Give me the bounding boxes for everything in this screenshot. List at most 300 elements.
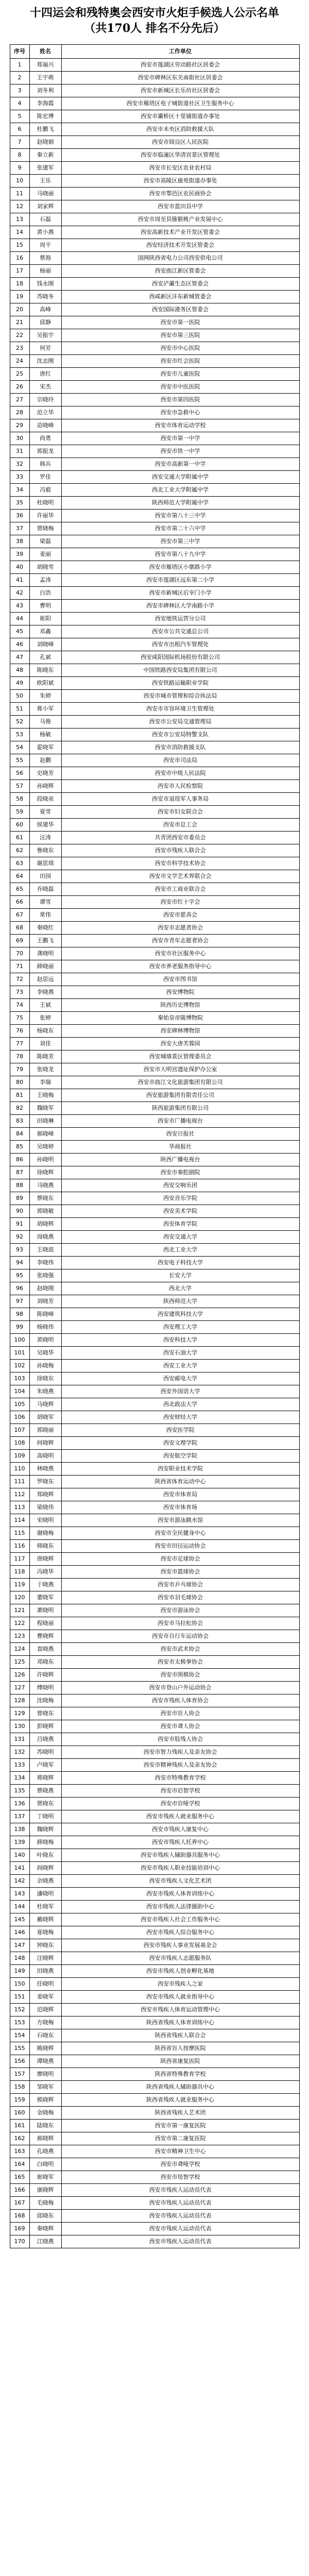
row-index-cell: 112 — [10, 1488, 29, 1501]
row-unit-cell: 西安市聋哑学校 — [61, 2158, 299, 2171]
row-index-cell: 92 — [10, 1231, 29, 1244]
table-row — [10, 2145, 299, 2158]
table-row — [10, 342, 299, 355]
row-unit-cell: 西安市碑林区大学南路小学 — [61, 600, 299, 613]
table-row — [10, 793, 299, 806]
row-name-cell: 苏晓明 — [29, 1746, 61, 1759]
row-index-cell: 91 — [10, 1218, 29, 1231]
row-index-cell: 2 — [10, 72, 29, 84]
title-line-main: 十四运会和残特奥会西安市火炬手候选人公示名单 — [29, 6, 279, 20]
row-name-cell: 尚勇 — [29, 432, 61, 445]
table-row — [10, 1166, 299, 1179]
row-unit-cell: 陕西省残疾人辅助器具中心 — [61, 2081, 299, 2094]
row-unit-cell: 西安市妇女联合会 — [61, 806, 299, 819]
row-index-cell: 88 — [10, 1179, 29, 1192]
row-unit-cell: 西安市第二十六中学 — [61, 522, 299, 535]
table-row — [10, 2197, 299, 2210]
row-name-cell: 韩兵 — [29, 458, 61, 471]
row-unit-cell: 西安市中医医院 — [61, 381, 299, 394]
row-unit-cell: 西安市残疾人社会工作服务中心 — [61, 1913, 299, 1926]
row-name-cell: 秦晓辉 — [29, 2223, 61, 2235]
row-unit-cell: 西安城墙景区管理委员会 — [61, 1050, 299, 1063]
row-name-cell: 梁晓伟 — [29, 1501, 61, 1514]
row-index-cell: 147 — [10, 1939, 29, 1952]
row-index-cell: 163 — [10, 2145, 29, 2158]
row-index-cell: 33 — [10, 471, 29, 484]
row-index-cell: 43 — [10, 600, 29, 613]
row-unit-cell: 西安市智力残疾人及亲友协会 — [61, 1746, 299, 1759]
row-index-cell: 83 — [10, 1115, 29, 1128]
row-unit-cell: 西安市残疾人辅助器具服务中心 — [61, 1849, 299, 1862]
row-name-cell: 邹晓军 — [29, 2081, 61, 2094]
row-index-cell: 123 — [10, 1630, 29, 1643]
table-row — [10, 1875, 299, 1888]
row-index-cell: 36 — [10, 510, 29, 522]
row-unit-cell: 华商报社 — [61, 1141, 299, 1154]
row-name-cell: 高峰 — [29, 303, 61, 316]
row-name-cell: 范晓辉 — [29, 2004, 61, 2016]
row-index-cell: 87 — [10, 1166, 29, 1179]
row-name-cell: 王宇萌 — [29, 72, 61, 84]
row-index-cell: 100 — [10, 1334, 29, 1347]
table-row — [10, 574, 299, 587]
row-name-cell: 郭振龙 — [29, 445, 61, 458]
row-name-cell: 贾晓梅 — [29, 522, 61, 535]
row-unit-cell: 西安市人民检察院 — [61, 780, 299, 793]
row-unit-cell: 西安市第四医院 — [61, 394, 299, 406]
row-index-cell: 37 — [10, 522, 29, 535]
row-name-cell: 姜晓军 — [29, 1991, 61, 2004]
row-name-cell: 朱晓燕 — [29, 1385, 61, 1398]
table-row — [10, 1798, 299, 1810]
page-title — [0, 0, 309, 44]
row-unit-cell: 西安市游泳协会 — [61, 1604, 299, 1617]
table-row — [10, 1926, 299, 1939]
table-row — [10, 896, 299, 909]
table-row — [10, 1231, 299, 1244]
row-unit-cell: 西北大学 — [61, 1282, 299, 1295]
row-unit-cell: 西安市科学技术协会 — [61, 857, 299, 870]
row-unit-cell: 陕西广播电视台 — [61, 1154, 299, 1166]
row-unit-cell: 西安邮电大学 — [61, 1372, 299, 1385]
row-unit-cell: 西安市红会医院 — [61, 355, 299, 368]
row-name-cell: 罗晓东 — [29, 1476, 61, 1488]
row-index-cell: 41 — [10, 574, 29, 587]
row-name-cell: 李晓伟 — [29, 1257, 61, 1269]
row-name-cell: 廖晓明 — [29, 2068, 61, 2081]
row-index-cell: 116 — [10, 1540, 29, 1553]
row-unit-cell: 西安咸阳国际机场股份有限公司 — [61, 651, 299, 664]
table-row — [10, 728, 299, 741]
row-unit-cell: 西安市长安区农业农村局 — [61, 162, 299, 175]
row-name-cell: 王晓波 — [29, 1244, 61, 1257]
row-name-cell: 钟晓东 — [29, 1939, 61, 1952]
row-index-cell: 162 — [10, 2132, 29, 2145]
row-name-cell: 蒋晓辉 — [29, 1772, 61, 1785]
row-name-cell: 霍晓军 — [29, 741, 61, 754]
row-index-cell: 151 — [10, 1991, 29, 2004]
row-name-cell: 常伟 — [29, 909, 61, 922]
row-index-cell: 40 — [10, 561, 29, 574]
table-row — [10, 471, 299, 484]
row-index-cell: 129 — [10, 1707, 29, 1720]
row-unit-cell: 西安市第三中学 — [61, 535, 299, 548]
table-row — [10, 1347, 299, 1360]
table-row — [10, 1321, 299, 1334]
row-index-cell: 161 — [10, 2120, 29, 2132]
row-name-cell: 沈晓梅 — [29, 1694, 61, 1707]
row-unit-cell: 陕西省体育运动中心 — [61, 1476, 299, 1488]
table-row — [10, 419, 299, 432]
table-row — [10, 200, 299, 213]
row-unit-cell: 陕西师范大学 — [61, 1295, 299, 1308]
row-index-cell: 19 — [10, 291, 29, 303]
row-name-cell: 刘晓峰 — [29, 638, 61, 651]
row-unit-cell: 西安大唐芙蓉园 — [61, 1038, 299, 1050]
table-row — [10, 316, 299, 329]
table-row — [10, 1772, 299, 1785]
row-unit-cell: 西安市残疾人体育协会 — [61, 1694, 299, 1707]
row-index-cell: 124 — [10, 1643, 29, 1656]
row-unit-cell: 西安市新城区长乐坊社区居委会 — [61, 84, 299, 97]
row-index-cell: 61 — [10, 832, 29, 844]
row-name-cell: 唐晓辉 — [29, 1553, 61, 1566]
row-index-cell: 106 — [10, 1411, 29, 1424]
row-index-cell: 6 — [10, 123, 29, 136]
row-unit-cell: 西安市残疾人运动员代表 — [61, 2223, 299, 2235]
row-name-cell: 曹晓辉 — [29, 1630, 61, 1643]
row-index-cell: 78 — [10, 1050, 29, 1063]
row-unit-cell: 西安文理学院 — [61, 1437, 299, 1450]
row-name-cell: 欧阳斌 — [29, 677, 61, 690]
row-unit-cell: 陕西省盲人按摩医院 — [61, 2042, 299, 2055]
row-unit-cell: 西安市盲哑学校 — [61, 1798, 299, 1810]
row-unit-cell: 西安浐灞生态区管委会 — [61, 278, 299, 291]
row-index-cell: 102 — [10, 1360, 29, 1372]
table-row — [10, 175, 299, 188]
row-name-cell: 陈宏博 — [29, 110, 61, 123]
row-unit-cell: 长安大学 — [61, 1269, 299, 1282]
row-index-cell: 169 — [10, 2223, 29, 2235]
row-name-cell: 崔阳 — [29, 613, 61, 625]
row-unit-cell: 西安音乐学院 — [61, 1192, 299, 1205]
table-row — [10, 2042, 299, 2055]
row-unit-cell: 西安市曲江文化旅游集团有限公司 — [61, 1076, 299, 1089]
row-name-cell: 罗佳 — [29, 471, 61, 484]
row-index-cell: 130 — [10, 1720, 29, 1733]
row-name-cell: 赵晓刚 — [29, 1282, 61, 1295]
row-index-cell: 4 — [10, 97, 29, 110]
row-name-cell: 张建军 — [29, 162, 61, 175]
table-row — [10, 136, 299, 149]
row-unit-cell: 西安市残疾人之家 — [61, 1978, 299, 1991]
row-unit-cell: 陕西省特殊教育学校 — [61, 2068, 299, 2081]
row-index-cell: 34 — [10, 484, 29, 497]
table-row — [10, 741, 299, 754]
row-unit-cell: 西安市培智学校 — [61, 2171, 299, 2184]
row-name-cell: 夏晓梅 — [29, 1926, 61, 1939]
row-unit-cell: 西安国际港务区管委会 — [61, 303, 299, 316]
row-unit-cell: 陕西省残疾人体育训练中心 — [61, 2016, 299, 2029]
row-index-cell: 63 — [10, 857, 29, 870]
row-index-cell: 144 — [10, 1901, 29, 1913]
row-name-cell: 胡晓雪 — [29, 561, 61, 574]
row-index-cell: 8 — [10, 149, 29, 162]
row-index-cell: 113 — [10, 1501, 29, 1514]
row-index-cell: 155 — [10, 2042, 29, 2055]
table-row — [10, 2081, 299, 2094]
row-name-cell: 秦立新 — [29, 149, 61, 162]
table-row — [10, 2055, 299, 2068]
table-row — [10, 690, 299, 703]
row-name-cell: 高晓明 — [29, 1450, 61, 1463]
row-unit-cell: 西安市残疾人运动员代表 — [61, 2197, 299, 2210]
table-row — [10, 2158, 299, 2171]
table-row — [10, 1025, 299, 1038]
row-index-cell: 170 — [10, 2235, 29, 2248]
row-unit-cell: 西安交通大学附属中学 — [61, 471, 299, 484]
row-index-cell: 103 — [10, 1372, 29, 1385]
row-index-cell: 57 — [10, 780, 29, 793]
row-unit-cell: 西安市精神残疾人及亲友协会 — [61, 1759, 299, 1772]
row-name-cell: 于晓燕 — [29, 1579, 61, 1591]
row-name-cell: 何芳 — [29, 342, 61, 355]
table-row — [10, 1965, 299, 1978]
row-name-cell: 田园 — [29, 870, 61, 883]
table-row — [10, 2068, 299, 2081]
row-name-cell: 宋杰 — [29, 381, 61, 394]
table-row — [10, 303, 299, 316]
row-index-cell: 77 — [10, 1038, 29, 1050]
table-row — [10, 1849, 299, 1862]
row-name-cell: 李晓燕 — [29, 986, 61, 999]
row-name-cell: 汪晓辉 — [29, 1952, 61, 1965]
table-row — [10, 1282, 299, 1295]
table-body — [10, 59, 299, 2248]
table-row — [10, 484, 299, 497]
row-unit-cell: 陕西旅游集团有限公司 — [61, 1102, 299, 1115]
table-row — [10, 1694, 299, 1707]
table-row — [10, 265, 299, 278]
row-unit-cell: 西安市碑林区东关南街社区居委会 — [61, 72, 299, 84]
row-unit-cell: 西安市残疾人综合服务中心 — [61, 1926, 299, 1939]
row-unit-cell: 西安市残疾人体育运动管理中心 — [61, 2004, 299, 2016]
row-index-cell: 65 — [10, 883, 29, 896]
row-index-cell: 167 — [10, 2197, 29, 2210]
row-unit-cell: 西安市第一医院 — [61, 316, 299, 329]
table-row — [10, 1295, 299, 1308]
row-name-cell: 刘佳 — [29, 1038, 61, 1050]
table-row — [10, 2094, 299, 2107]
row-index-cell: 21 — [10, 316, 29, 329]
table-row — [10, 84, 299, 97]
row-unit-cell: 西安市鄠邑区农民画协会 — [61, 188, 299, 200]
table-row — [10, 2120, 299, 2132]
row-index-cell: 81 — [10, 1089, 29, 1102]
table-row — [10, 1888, 299, 1901]
row-index-cell: 120 — [10, 1591, 29, 1604]
row-unit-cell: 西安市残疾人职业技能培训中心 — [61, 1862, 299, 1875]
table-row — [10, 677, 299, 690]
row-unit-cell: 西安理工大学 — [61, 1321, 299, 1334]
row-unit-cell: 西安市城市管理和综合执法局 — [61, 690, 299, 703]
table-row — [10, 1308, 299, 1321]
row-unit-cell: 西安市公安局特警支队 — [61, 728, 299, 741]
table-row — [10, 1617, 299, 1630]
row-name-cell: 周平 — [29, 239, 61, 252]
row-index-cell: 135 — [10, 1785, 29, 1798]
row-name-cell: 宗晓玲 — [29, 394, 61, 406]
table-row — [10, 1939, 299, 1952]
row-index-cell: 157 — [10, 2068, 29, 2081]
table-row — [10, 960, 299, 973]
row-name-cell: 贾晓东 — [29, 1798, 61, 1810]
row-unit-cell: 西安市图书馆 — [61, 973, 299, 986]
row-unit-cell: 西安市第三医院 — [61, 329, 299, 342]
row-index-cell: 160 — [10, 2107, 29, 2120]
row-name-cell: 郝晓辉 — [29, 2132, 61, 2145]
row-name-cell: 余晓燕 — [29, 1875, 61, 1888]
row-name-cell: 黄晓明 — [29, 1334, 61, 1347]
row-index-cell: 140 — [10, 1849, 29, 1862]
row-unit-cell: 西安市聋人协会 — [61, 1720, 299, 1733]
table-row — [10, 1836, 299, 1849]
row-index-cell: 76 — [10, 1025, 29, 1038]
row-name-cell: 孔斌 — [29, 651, 61, 664]
row-index-cell: 3 — [10, 84, 29, 97]
row-unit-cell: 西安市体育场 — [61, 1501, 299, 1514]
row-unit-cell: 西安市特殊教育学校 — [61, 1772, 299, 1785]
row-unit-cell: 西安市社区服务中心 — [61, 947, 299, 960]
row-index-cell: 30 — [10, 432, 29, 445]
table-row — [10, 1488, 299, 1501]
row-unit-cell: 陕西省残疾人联合会 — [61, 2029, 299, 2042]
row-name-cell: 吕晓燕 — [29, 1733, 61, 1746]
row-name-cell: 杨晓伟 — [29, 1321, 61, 1334]
table-row — [10, 226, 299, 239]
row-index-cell: 141 — [10, 1862, 29, 1875]
row-index-cell: 94 — [10, 1257, 29, 1269]
row-index-cell: 148 — [10, 1952, 29, 1965]
row-unit-cell: 西安市篮球协会 — [61, 1566, 299, 1579]
row-index-cell: 55 — [10, 754, 29, 767]
row-unit-cell: 西安市残疾人事业发展基金会 — [61, 1939, 299, 1952]
row-unit-cell: 西安曲江新区管委会 — [61, 265, 299, 278]
row-index-cell: 121 — [10, 1604, 29, 1617]
row-name-cell: 张晓龙 — [29, 1063, 61, 1076]
column-header-unit: 工作单位 — [61, 45, 299, 59]
row-unit-cell: 西安市残疾人文化艺术团 — [61, 1875, 299, 1888]
row-name-cell: 马晓丽 — [29, 188, 61, 200]
table-row — [10, 1192, 299, 1205]
table-row — [10, 2016, 299, 2029]
row-index-cell: 45 — [10, 625, 29, 638]
row-index-cell: 9 — [10, 162, 29, 175]
row-index-cell: 51 — [10, 703, 29, 716]
table-row — [10, 1012, 299, 1025]
table-row — [10, 1901, 299, 1913]
row-name-cell: 刘晓芳 — [29, 1295, 61, 1308]
table-row — [10, 368, 299, 381]
row-index-cell: 80 — [10, 1076, 29, 1089]
row-name-cell: 夏雪 — [29, 806, 61, 819]
table-row — [10, 780, 299, 793]
row-name-cell: 郑福兴 — [29, 59, 61, 72]
table-row — [10, 2004, 299, 2016]
row-name-cell: 孔晓燕 — [29, 2145, 61, 2158]
row-name-cell: 马晓辉 — [29, 1398, 61, 1411]
row-unit-cell: 共青团西安市委员会 — [61, 832, 299, 844]
row-name-cell: 康晓辉 — [29, 2184, 61, 2197]
row-index-cell: 166 — [10, 2184, 29, 2197]
row-name-cell: 崔晓军 — [29, 2171, 61, 2184]
table-row — [10, 638, 299, 651]
row-unit-cell: 西安外国语大学 — [61, 1385, 299, 1398]
row-unit-cell: 西安电子科技大学 — [61, 1257, 299, 1269]
table-row — [10, 1643, 299, 1656]
row-index-cell: 18 — [10, 278, 29, 291]
row-index-cell: 31 — [10, 445, 29, 458]
row-name-cell: 林晓燕 — [29, 1463, 61, 1476]
row-unit-cell: 西安市莲湖区劳动路社区居委会 — [61, 59, 299, 72]
row-name-cell: 方晓梅 — [29, 2016, 61, 2029]
table-row — [10, 1682, 299, 1694]
row-unit-cell: 陕西省残疾人艺术团 — [61, 2107, 299, 2120]
row-unit-cell: 西安市第八十三中学 — [61, 510, 299, 522]
row-unit-cell: 陕西省残疾人就业服务中心 — [61, 2094, 299, 2107]
row-name-cell: 邓鑫 — [29, 625, 61, 638]
row-name-cell: 张婷 — [29, 1012, 61, 1025]
row-index-cell: 82 — [10, 1102, 29, 1115]
title-line-sub: （共170人 排名不分先后） — [84, 22, 225, 35]
row-unit-cell: 西安市周至县猕猴桃产业发展中心 — [61, 213, 299, 226]
row-index-cell: 138 — [10, 1823, 29, 1836]
row-name-cell: 冯晓华 — [29, 1566, 61, 1579]
row-unit-cell: 西安市残疾人创业孵化基地 — [61, 1965, 299, 1978]
row-name-cell: 汪涛 — [29, 832, 61, 844]
row-index-cell: 128 — [10, 1694, 29, 1707]
row-unit-cell: 西安市足球协会 — [61, 1553, 299, 1566]
row-index-cell: 5 — [10, 110, 29, 123]
row-name-cell: 朱婷 — [29, 690, 61, 703]
row-unit-cell: 西安科技大学 — [61, 1334, 299, 1347]
row-index-cell: 10 — [10, 175, 29, 188]
row-index-cell: 150 — [10, 1978, 29, 1991]
row-name-cell: 蔡晓东 — [29, 1192, 61, 1205]
table-row — [10, 510, 299, 522]
row-unit-cell: 西安市残疾人康复中心 — [61, 1823, 299, 1836]
row-name-cell: 孙晓梅 — [29, 1360, 61, 1372]
row-unit-cell: 西安市志愿者协会 — [61, 922, 299, 935]
row-index-cell: 32 — [10, 458, 29, 471]
table-row — [10, 613, 299, 625]
table-row — [10, 432, 299, 445]
row-index-cell: 11 — [10, 188, 29, 200]
row-name-cell: 蒋小军 — [29, 703, 61, 716]
table-row — [10, 1540, 299, 1553]
table-row — [10, 1244, 299, 1257]
row-index-cell: 164 — [10, 2158, 29, 2171]
table-row — [10, 857, 299, 870]
table-row — [10, 922, 299, 935]
row-name-cell: 郝晓峰 — [29, 1128, 61, 1141]
row-unit-cell: 秦始皇帝陵博物院 — [61, 1012, 299, 1025]
table-row — [10, 97, 299, 110]
row-name-cell: 潘晓明 — [29, 1888, 61, 1901]
table-row — [10, 1385, 299, 1398]
row-name-cell: 梁磊 — [29, 535, 61, 548]
row-unit-cell: 西安职业技术学院 — [61, 1463, 299, 1476]
